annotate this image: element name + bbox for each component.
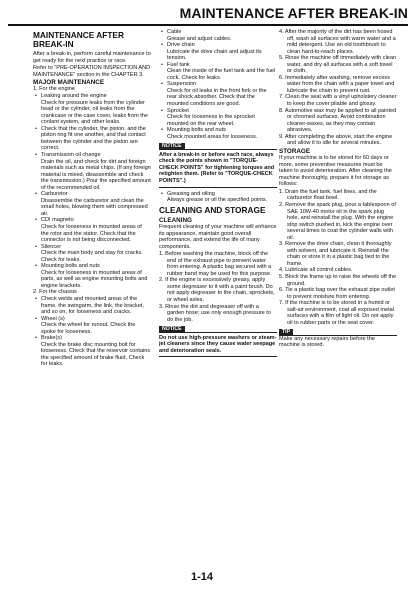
bullet-body: Check the wheel for runout. Check the spoke for looseness. (41, 322, 136, 335)
bullet-item: • Fuel tank (159, 62, 277, 69)
list-item: 9. After completing the above, start the engine and allow it to idle for several minutes. (279, 133, 393, 147)
bullet-item: • Leaking around the engine (33, 93, 151, 100)
tip-tag: TIP (279, 329, 293, 336)
list-item: 2. If the engine is excessively greasy, apply some degreaser to it with a paint brush. Do not apply degreaser to the chain, sprockets, or wheel axles. (159, 277, 275, 303)
bullet-body: Grease and adjust cables. (167, 35, 232, 42)
list-item: 5. Rinse the machine off immediately with clean water, and dry all surfaces with a soft towel or cloth. (279, 55, 397, 75)
column-1 (33, 29, 151, 368)
column-3 (279, 29, 397, 350)
bullet-item: • Mounting bolts and nuts (33, 263, 151, 270)
list-item: 4. After the majority of the dirt has been hosed off, wash all surfaces with warm water and a mild detergent. Use an old toothbrush to clean hard-to-reach places. (279, 29, 396, 55)
bullet-item: • Check welds and mounted areas of the frame, the swingarm, the link, the bracket, and so on, for looseness and cracks. (33, 296, 151, 316)
bullet-body: Check for oil leaks in the front fork or the rear shock absorber. Check that the mounted conditions are good. (167, 87, 267, 108)
bullet-body: Check the main body and stay for cracks. Check for leaks. (41, 250, 143, 263)
page-number: 1-14 (191, 571, 214, 583)
bullet-item: • Transmission oil change (33, 152, 151, 159)
subheading-storage: STORAGE (279, 147, 311, 155)
list-item: 3. Remove the drive chain, clean it thoroughly with solvent, and lubricate it. Reinstall the chain or store it in a plastic bag tied to the frame. (279, 241, 392, 267)
bullet-body: Check for looseness in mounted areas of the rotor and the stator. Check that the connector is not being disconnected. (41, 223, 142, 244)
bullet-body: Check for looseness in mounted areas of parts, as well as engine mounting bolts and engine brackets. (41, 269, 148, 289)
bullet-body: Check mounted areas for looseness. (167, 133, 258, 140)
notice-box (159, 140, 277, 187)
paragraph: Refer to "PRE-OPERATION INSPECTION AND MAINTENANCE" section in the CHAPTER 3. (33, 65, 151, 78)
bullet-body: Disassemble the carburetor and clean the small holes, blowing them with compressed air. (41, 197, 148, 217)
list-item: 6. Immediately after washing, remove excess water from the chain with a paper towel and lubricate the chain to prevent rust. (279, 74, 395, 94)
tip-box (279, 326, 397, 349)
bullet-body: Check for pressure leaks from the cylinder head or the cylinder, oil leaks from the crankcase or the case cover, leaks from the coolant system, and other leaks. (41, 99, 148, 126)
subheading-major-maintenance: MAJOR MAINTENANCE (33, 79, 105, 87)
list-item: 5. Block the frame up to raise the wheels off the ground. (279, 273, 397, 287)
paragraph: After a break-in, perform careful maintenance to get ready for the next practice or race. (33, 51, 151, 64)
bullet-body: Drain the oil, and check for dirt and foreign materials such as metal chips. (If any foreign material is mixed, disassemble and check the transmission.) Pour the specified amount of the recommended oil. (41, 158, 151, 191)
subheading-cleaning: CLEANING (159, 216, 192, 224)
list-item: 1. Drain the fuel tank, fuel lines, and the carburetor float bowl. (279, 188, 377, 202)
bullet-item: • Greasing and oiling (159, 191, 277, 198)
bullet-body: Clean the inside of the fuel tank and the fuel cock. Check for leaks. (167, 68, 276, 81)
bullet-item: • Suspension (159, 81, 277, 88)
section-heading-maintenance: MAINTENANCE AFTER BREAK-IN (33, 30, 124, 49)
notice-tag: NOTICE (159, 326, 185, 333)
bullet-item: • Silencer (33, 244, 151, 251)
notice-box (159, 323, 277, 357)
bullet-body: Always grease or oil the specified points. (167, 197, 268, 204)
tip-text: Make any necessary repairs before the machine is stored. (279, 335, 375, 349)
paragraph: If your machine is to be stored for 60 days or more, some preventive measures must be taken to avoid deterioration. After cleaning the machine thoroughly, prepare it for storage as follows: (279, 155, 392, 188)
bullet-item: • Check that the cylinder, the piston, and the piston ring fit one another, and that contact between the cylinder and the piston are correct. (33, 126, 151, 152)
list-item: 8. Automotive wax may be applied to all painted or chromed surfaces. Avoid combination cleaner-waxes, as they may contain abrasives. (279, 107, 397, 134)
list-item: 2. Remove the spark plug, pour a tablespoon of SAE 10W-40 motor oil in the spark plug hole, and reinstall the plug. With the engine stop switch pushed in, kick the engine over several times to coat the cylinder walls with oil. (279, 201, 396, 241)
list-item: 7. Clean the seat with a vinyl upholstery cleaner to keep the cover pliable and glossy. (279, 94, 397, 108)
column-2 (159, 29, 277, 360)
list-item: 6. Tie a plastic bag over the exhaust pipe outlet to prevent moisture from entering. (279, 287, 395, 300)
list-item: 7. If the machine is to be stored in a humid or salt-air environment, coat all exposed metal surfaces with a film of light oil. Do not apply oil to rubber parts or the seat cover. (279, 300, 394, 326)
section-heading-cleaning-storage: CLEANING AND STORAGE (159, 204, 266, 215)
list-item: 1. For the engine (33, 86, 75, 93)
bullet-body: Lubricate the drive chain and adjust its tension. (167, 48, 262, 62)
list-item: 3. Rinse the dirt and degreaser off with a garden hose; use only enough pressure to do the job. (159, 303, 271, 323)
bullet-body: Check the brake disc mounting bolt for looseness. Check that the reservoir contains the specified amount of brake fluid. Check for leaks. (41, 341, 151, 368)
bullet-item: • Carburetor (33, 191, 151, 198)
page-title: MAINTENANCE AFTER BREAK-IN (179, 5, 408, 21)
bullet-item: • Mounting bolts and nuts (159, 127, 277, 134)
list-item: 1. Before washing the machine, block off the end of the exhaust pipe to prevent water from entering. A plastic bag secured with a rubber band may be used for this purpose. (159, 251, 272, 277)
title-rule (8, 24, 408, 26)
paragraph: Frequent cleaning of your machine will enhance its appearance, maintain good overall performance, and extend the life of many components. (159, 223, 277, 250)
list-item: 4. Lubricate all control cables. (279, 267, 353, 274)
bullet-item: • Wheel (s) (33, 316, 151, 323)
notice-text: Do not use high-pressure washers or steam-jet cleaners since they cause water seepage and deterioration seals. (159, 335, 277, 358)
list-item: 2. For the chassis (33, 289, 77, 296)
notice-text: After a break-in or before each race, always check the points shown in "TORQUE-CHECK POINTS" for tightening torques and retighten them. (Refer to "TORQUE-CHECK POINTS".) (159, 152, 277, 188)
notice-tag: NOTICE (159, 143, 185, 150)
bullet-item: • Sprocket (159, 108, 277, 115)
bullet-item: • CDI magneto (33, 217, 151, 224)
bullet-body: Check for looseness in the sprocket mounted on the rear wheel. (167, 114, 255, 127)
bullet-item: • Cable (159, 29, 277, 36)
bullet-item: • Brake(s) (33, 335, 151, 342)
bullet-item: • Drive chain (159, 42, 277, 49)
